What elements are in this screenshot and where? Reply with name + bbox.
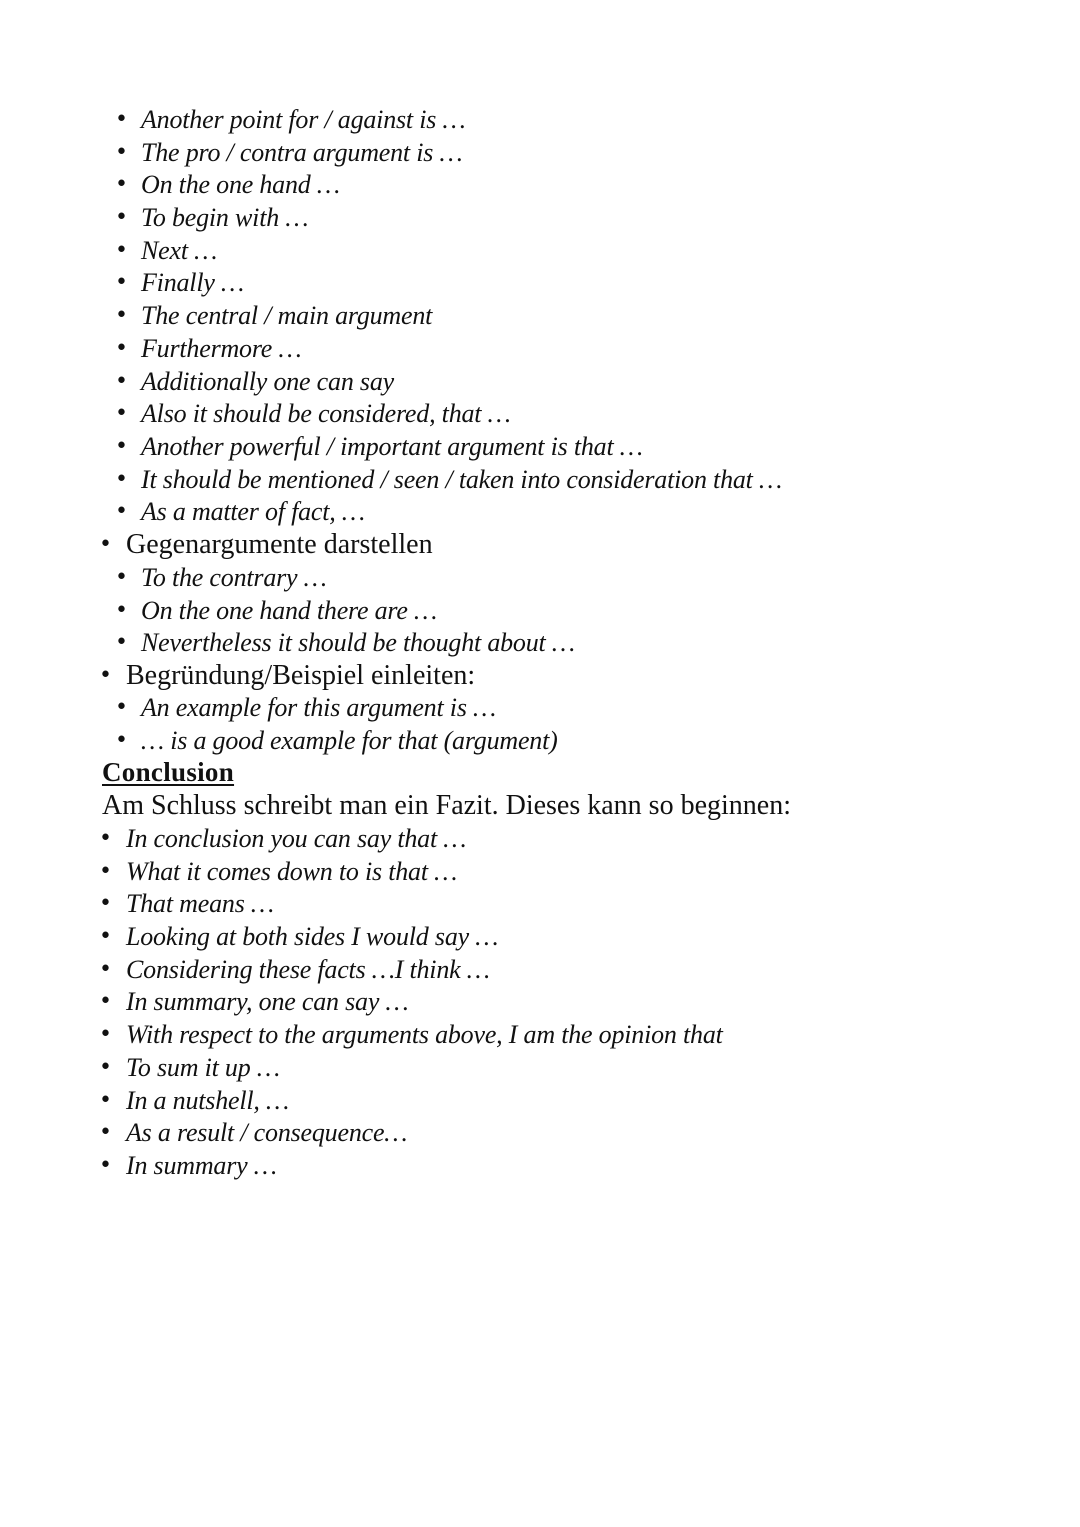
- phrase-text: Additionally one can say: [141, 366, 394, 396]
- phrase-text: With respect to the arguments above, I am the opinion that: [126, 1020, 723, 1050]
- phrase-text: Furthermore …: [141, 333, 302, 363]
- bullet-icon: •: [115, 499, 128, 525]
- phrase-text: It should be mentioned / seen / taken into consideration that …: [141, 464, 782, 494]
- bullet-icon: •: [115, 368, 128, 394]
- bullet-icon: •: [115, 270, 128, 296]
- conclusion-intro: Am Schluss schreibt man ein Fazit. Dieses kann so beginnen:: [102, 790, 791, 821]
- bullet-icon: •: [115, 237, 128, 263]
- phrase-text: The pro / contra argument is …: [141, 137, 463, 167]
- bullet-icon: •: [115, 597, 128, 623]
- phrase-text: Next …: [141, 235, 218, 265]
- bullet-icon: •: [115, 466, 128, 492]
- phrase-text: Another powerful / important argument is that …: [141, 431, 643, 461]
- bullet-icon: •: [115, 303, 128, 329]
- bullet-icon: •: [115, 630, 128, 656]
- counter-heading: Gegenargumente darstellen: [126, 529, 433, 560]
- phrase-text: An example for this argument is …: [141, 693, 496, 722]
- phrase-text: Another point for / against is …: [141, 105, 466, 134]
- bullet-icon: •: [99, 956, 112, 982]
- phrase-text: What it comes down to is that …: [126, 856, 458, 886]
- phrase-text: To the contrary …: [141, 563, 327, 592]
- bullet-icon: •: [99, 924, 112, 950]
- phrase-text: As a matter of fact, …: [141, 497, 365, 527]
- phrase-text: Finally …: [141, 268, 244, 298]
- phrase-text: In conclusion you can say that …: [126, 824, 467, 853]
- bullet-icon: •: [99, 989, 112, 1015]
- bullet-icon: •: [99, 1120, 112, 1146]
- phrase-text: In summary, one can say …: [126, 987, 409, 1017]
- bullet-icon: •: [99, 1022, 112, 1048]
- bullet-icon: •: [115, 565, 128, 590]
- bullet-icon: •: [99, 891, 112, 917]
- phrase-text: In summary …: [126, 1150, 277, 1180]
- phrase-text: Nevertheless it should be thought about …: [141, 628, 575, 658]
- bullet-icon: •: [99, 1054, 112, 1080]
- reason-heading: Begründung/Beispiel einleiten:: [126, 660, 476, 691]
- bullet-icon: •: [99, 663, 112, 688]
- bullet-icon: •: [115, 727, 128, 753]
- phrase-text: Also it should be considered, that …: [141, 399, 511, 429]
- bullet-icon: •: [99, 1087, 112, 1113]
- bullet-icon: •: [115, 433, 128, 459]
- phrase-text: On the one hand there are …: [141, 595, 437, 625]
- bullet-icon: •: [99, 826, 112, 851]
- phrase-text: … is a good example for that (argument): [141, 725, 558, 755]
- bullet-icon: •: [99, 858, 112, 884]
- bullet-icon: •: [115, 139, 128, 165]
- bullet-icon: •: [115, 107, 128, 132]
- phrase-text: As a result / consequence…: [126, 1118, 408, 1148]
- phrase-text: On the one hand …: [141, 170, 340, 200]
- bullet-icon: •: [115, 335, 128, 361]
- phrase-text: Considering these facts …I think …: [126, 954, 490, 984]
- conclusion-title: Conclusion: [102, 757, 235, 787]
- bullet-icon: •: [115, 695, 128, 720]
- phrase-text: The central / main argument: [141, 301, 433, 331]
- bullet-icon: •: [115, 172, 128, 198]
- phrase-text: In a nutshell, …: [126, 1085, 289, 1115]
- bullet-icon: •: [115, 205, 128, 231]
- phrase-text: Looking at both sides I would say …: [126, 922, 499, 952]
- bullet-icon: •: [99, 532, 112, 557]
- bullet-icon: •: [99, 1152, 112, 1178]
- phrase-text: To sum it up …: [126, 1052, 280, 1082]
- phrase-text: That means …: [126, 889, 274, 919]
- phrase-text: To begin with …: [141, 203, 309, 233]
- bullet-icon: •: [115, 401, 128, 427]
